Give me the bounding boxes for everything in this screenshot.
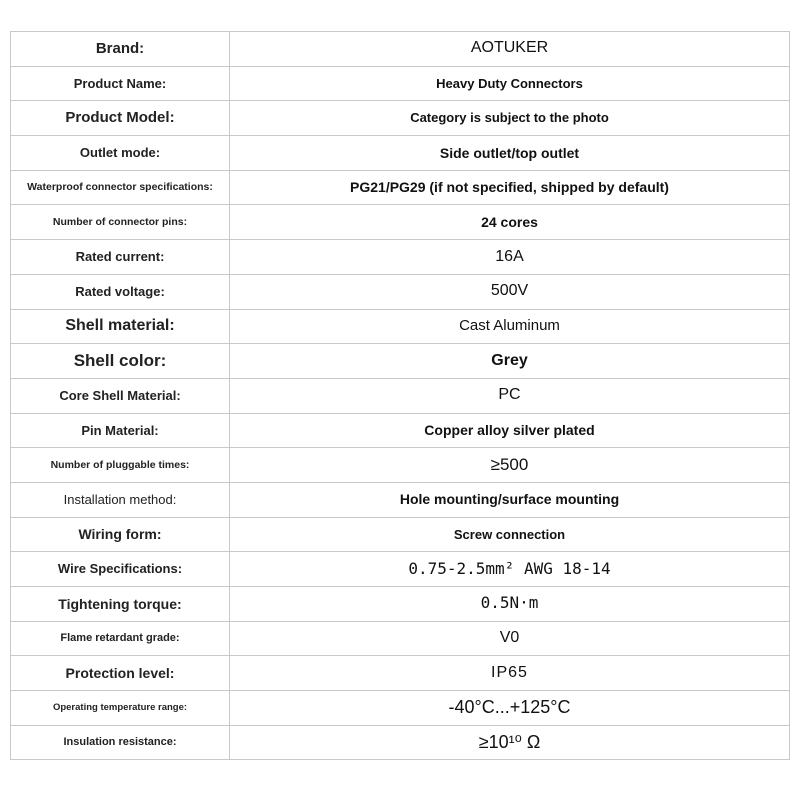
spec-row-shell-color <box>11 344 790 379</box>
spec-row-outlet-mode <box>11 136 790 171</box>
spec-row-installation-method <box>11 482 790 517</box>
spec-label: Operating temperature range: <box>11 691 230 726</box>
spec-label: Number of pluggable times: <box>11 448 230 483</box>
spec-label: Number of connector pins: <box>11 205 230 240</box>
spec-row-operating-temperature <box>11 691 790 726</box>
spec-value: AOTUKER <box>230 32 790 67</box>
spec-label: Wire Specifications: <box>11 552 230 587</box>
spec-value: 0.5N·m <box>230 587 790 622</box>
spec-row-insulation-resistance <box>11 725 790 760</box>
spec-row-pluggable-times <box>11 448 790 483</box>
spec-value: Copper alloy silver plated <box>230 413 790 448</box>
spec-row-connector-pins <box>11 205 790 240</box>
spec-value: ≥10¹⁰ Ω <box>230 725 790 760</box>
spec-label: Product Model: <box>11 101 230 136</box>
spec-label: Shell material: <box>11 309 230 344</box>
spec-row-product-model <box>11 101 790 136</box>
spec-value: PG21/PG29 (if not specified, shipped by default) <box>230 170 790 205</box>
spec-value: V0 <box>230 621 790 656</box>
spec-label: Outlet mode: <box>11 136 230 171</box>
spec-value: 0.75-2.5mm² AWG 18-14 <box>230 552 790 587</box>
spec-label: Protection level: <box>11 656 230 691</box>
spec-value: 16A <box>230 240 790 275</box>
spec-row-wiring-form <box>11 517 790 552</box>
spec-row-tightening-torque <box>11 587 790 622</box>
spec-label: Rated voltage: <box>11 274 230 309</box>
spec-row-protection-level <box>11 656 790 691</box>
spec-row-shell-material <box>11 309 790 344</box>
spec-value: Category is subject to the photo <box>230 101 790 136</box>
spec-row-pin-material <box>11 413 790 448</box>
spec-row-flame-retardant <box>11 621 790 656</box>
spec-label: Insulation resistance: <box>11 725 230 760</box>
spec-label: Shell color: <box>11 344 230 379</box>
spec-label: Core Shell Material: <box>11 378 230 413</box>
spec-value: Heavy Duty Connectors <box>230 66 790 101</box>
spec-value: Side outlet/top outlet <box>230 136 790 171</box>
spec-label: Product Name: <box>11 66 230 101</box>
spec-label: Rated current: <box>11 240 230 275</box>
spec-value: 24 cores <box>230 205 790 240</box>
spec-row-brand <box>11 32 790 67</box>
spec-row-core-shell-material <box>11 378 790 413</box>
spec-value: 500V <box>230 274 790 309</box>
spec-value: -40°C...+125°C <box>230 691 790 726</box>
spec-value: Cast Aluminum <box>230 309 790 344</box>
spec-label: Pin Material: <box>11 413 230 448</box>
spec-label: Wiring form: <box>11 517 230 552</box>
spec-value: IP65 <box>230 656 790 691</box>
spec-label: Installation method: <box>11 482 230 517</box>
spec-value: PC <box>230 378 790 413</box>
spec-label: Brand: <box>11 32 230 67</box>
spec-row-waterproof-spec <box>11 170 790 205</box>
spec-row-wire-specifications <box>11 552 790 587</box>
spec-value: Screw connection <box>230 517 790 552</box>
spec-value: Hole mounting/surface mounting <box>230 482 790 517</box>
product-spec-table <box>10 31 790 760</box>
spec-label: Flame retardant grade: <box>11 621 230 656</box>
spec-row-rated-current <box>11 240 790 275</box>
spec-label: Tightening torque: <box>11 587 230 622</box>
spec-label: Waterproof connector specifications: <box>11 170 230 205</box>
spec-row-rated-voltage <box>11 274 790 309</box>
spec-value: ≥500 <box>230 448 790 483</box>
spec-row-product-name <box>11 66 790 101</box>
spec-value: Grey <box>230 344 790 379</box>
